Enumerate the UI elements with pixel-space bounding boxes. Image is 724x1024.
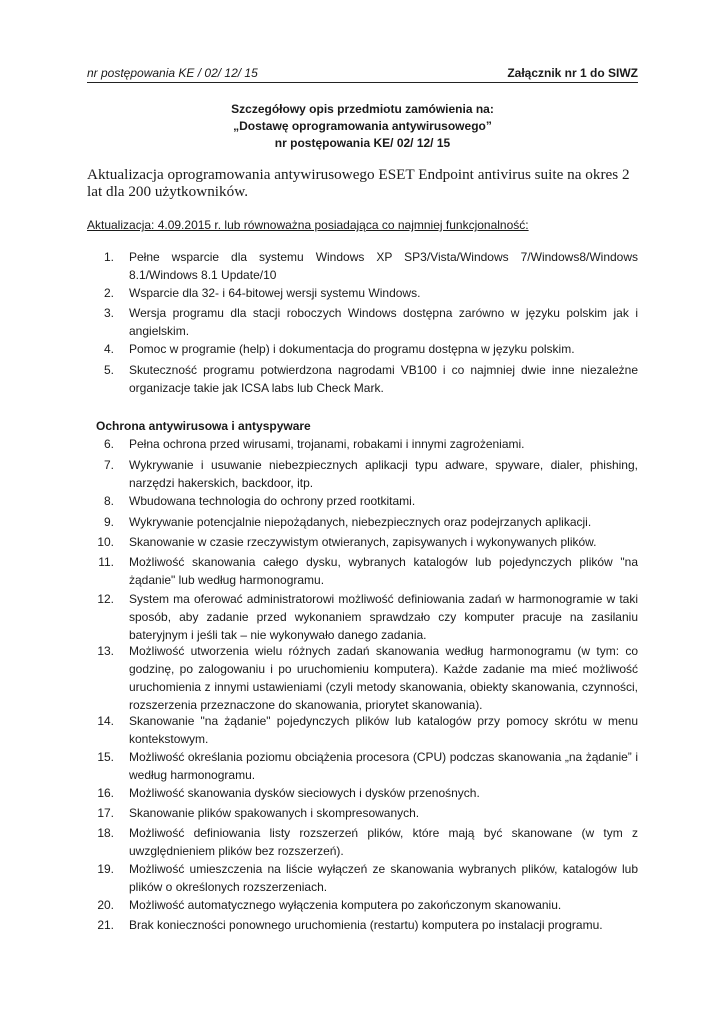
item-number: 7. [103,458,114,472]
item-text: Możliwość określania poziomu obciążenia procesora (CPU) podczas skanowania „na żądanie” i według harmonogramu. [129,750,638,782]
item-text: Skanowanie "na żądanie" pojedynczych plików lub katalogów przy pomocy skrótu w menu kontekstowym. [129,714,638,746]
item-text: Pełne wsparcie dla systemu Windows XP SP3/Vista/Windows 7/Windows8/Windows 8.1/Windows 8.1 Update/10 [129,250,638,282]
item-number: 5. [103,363,114,377]
item-number: 14. [97,714,114,728]
item-number: 4. [103,342,114,356]
case-number: nr postępowania KE / 02/ 12/ 15 [87,66,258,80]
title-line-2: „Dostawę oprogramowania antywirusowego” [233,119,492,133]
item-text: Możliwość skanowania dysków sieciowych i dysków przenośnych. [129,786,480,800]
item-number: 10. [97,535,114,549]
attachment-label: Załącznik nr 1 do SIWZ [507,66,638,80]
intro-paragraph: Aktualizacja oprogramowania antywirusowego ESET Endpoint antivirus suite na okres 2 lat dla 200 użytkowników. [87,166,630,200]
item-number: 21. [97,918,114,932]
item-text: Możliwość automatycznego wyłączenia komputera po zakończonym skanowaniu. [129,898,562,912]
item-text: Skanowanie w czasie rzeczywistym otwieranych, zapisywanych i wykonywanych plików. [129,535,597,549]
page-header [87,66,638,83]
item-number: 18. [97,826,114,840]
item-number: 9. [103,515,114,529]
item-text: Wbudowana technologia do ochrony przed rootkitami. [129,494,416,508]
item-number: 8. [103,494,114,508]
item-text: Wersja programu dla stacji roboczych Windows dostępna zarówno w języku polskim jak i angielskim. [129,306,638,338]
item-text: Możliwość utworzenia wielu różnych zadań skanowania według harmonogramu (w tym: co godzinę, po zalogowaniu i po uruchomieniu komputera). Każde zadanie ma mieć możliwość uruchomienia z innymi ustawieniami (czyli metody skanowania, obiekty skanowania, czynności, rozszerzenia przeznaczone do skanowania, priorytet skanowania). [129,644,638,712]
item-text: Możliwość skanowania całego dysku, wybranych katalogów lub pojedynczych plików "na żądanie" lub według harmonogramu. [129,555,638,587]
item-number: 15. [97,750,114,764]
item-text: Brak konieczności ponownego uruchomienia (restartu) komputera po instalacji programu. [129,918,603,932]
item-number: 11. [98,555,114,569]
item-number: 16. [97,786,114,800]
item-text: Skuteczność programu potwierdzona nagrodami VB100 i co najmniej dwie inne niezależne organizacje takie jak ICSA labs lub Check Mark. [129,363,638,395]
item-text: Pełna ochrona przed wirusami, trojanami, robakami i innymi zagrożeniami. [129,437,525,451]
item-number: 20. [97,898,114,912]
item-number: 17. [97,806,114,820]
item-number: 6. [103,437,114,451]
item-number: 19. [97,862,114,876]
item-text: Możliwość definiowania listy rozszerzeń plików, które mają być skanowane (w tym z uwzględnieniem plików bez rozszerzeń). [129,826,638,858]
item-text: Skanowanie plików spakowanych i skompresowanych. [129,806,420,820]
title-line-3: nr postępowania KE/ 02/ 12/ 15 [274,136,451,150]
item-text: Możliwość umieszczenia na liście wyłączeń ze skanowania wybranych plików, katalogów lub plików o określonych rozszerzeniach. [129,862,638,894]
item-text: Wsparcie dla 32- i 64-bitowej wersji systemu Windows. [129,286,421,300]
document-title [87,101,638,152]
item-number: 2. [103,286,114,300]
item-text: System ma oferować administratorowi możliwość definiowania zadań w harmonogramie w taki sposób, aby zadanie przed wykonaniem sprawdzało czy komputer pracuje na zasilaniu bateryjnym i jeśli tak – nie wykonywało danego zadania. [129,592,638,642]
title-line-1: Szczegółowy opis przedmiotu zamówienia na: [231,102,494,116]
update-line: Aktualizacja: 4.09.2015 r. lub równoważna posiadająca co najmniej funkcjonalność: [87,218,529,232]
item-number: 3. [103,306,114,320]
item-number: 13. [97,644,114,658]
section-heading: Ochrona antywirusowa i antyspyware [96,419,311,433]
item-text: Pomoc w programie (help) i dokumentacja do programu dostępna w języku polskim. [129,342,575,356]
item-number: 12. [97,592,114,606]
item-number: 1. [103,250,114,264]
item-text: Wykrywanie potencjalnie niepożądanych, niebezpiecznych oraz podejrzanych aplikacji. [129,515,592,529]
item-text: Wykrywanie i usuwanie niebezpiecznych aplikacji typu adware, spyware, dialer, phishing, narzędzi hakerskich, backdoor, itp. [129,458,638,490]
